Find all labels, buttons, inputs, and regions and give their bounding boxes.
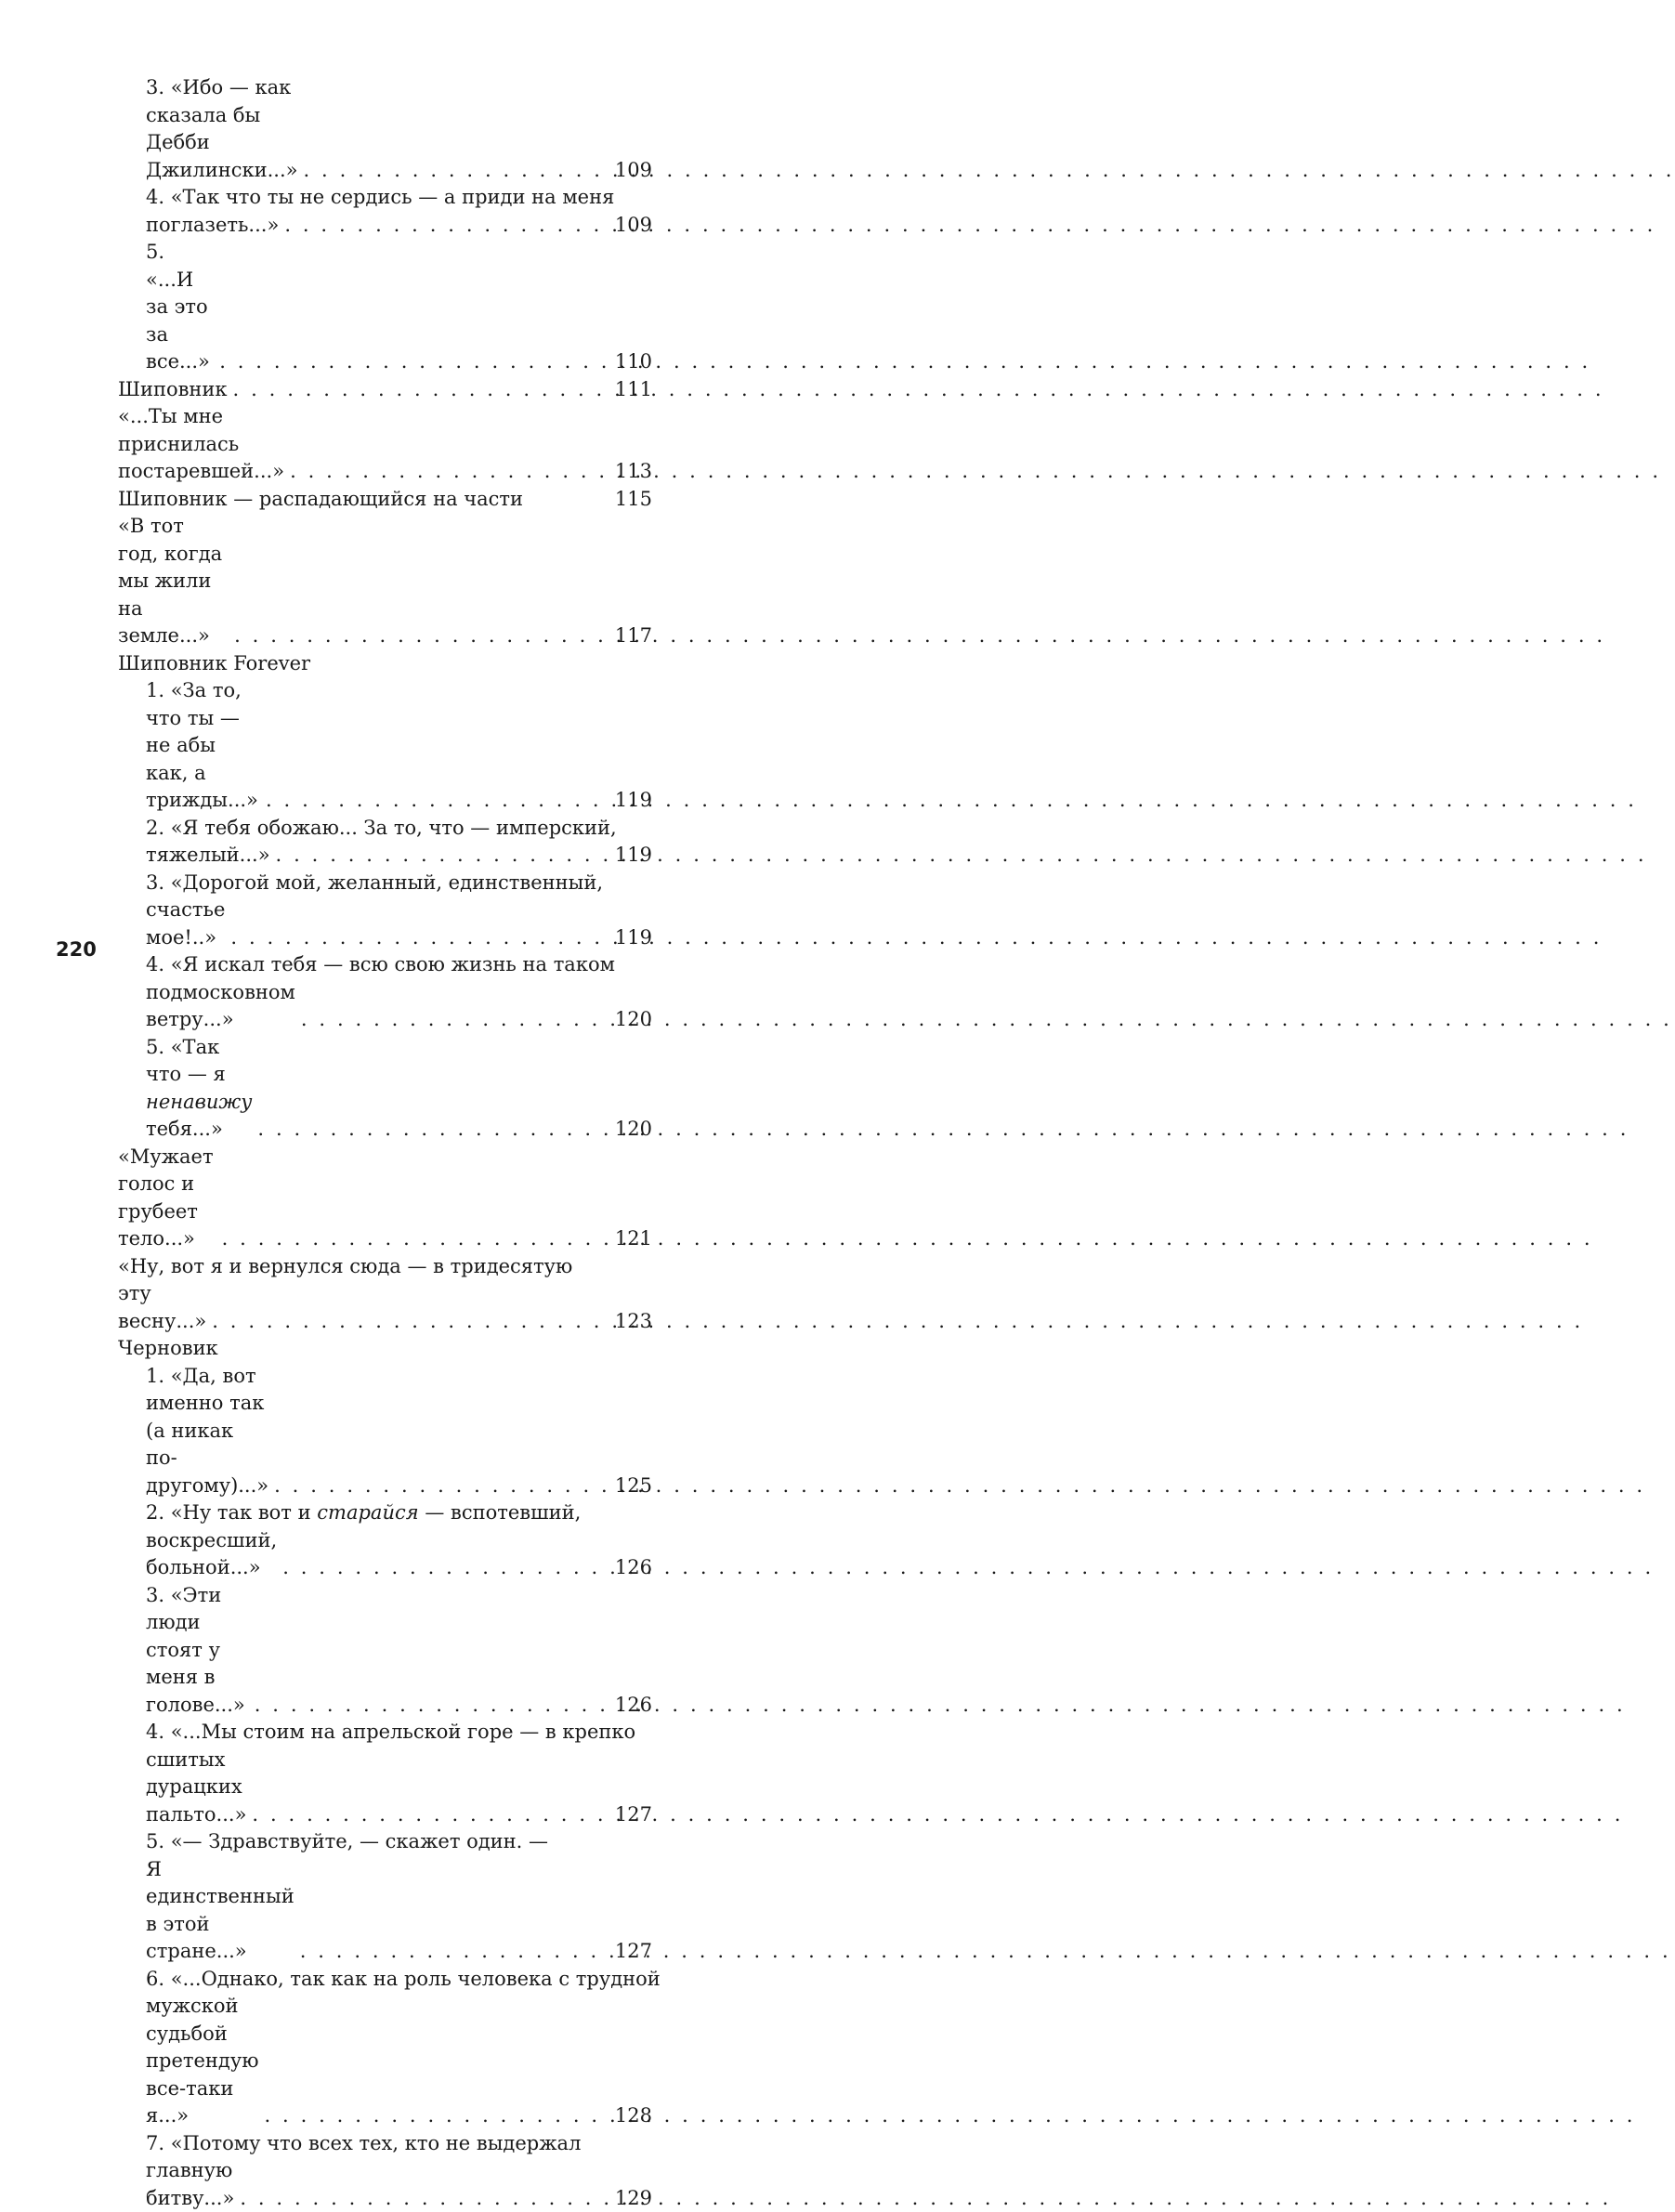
toc-entry[interactable] [118,1582,652,1720]
title-emphasis: ненавижу [146,1091,252,1113]
dot-leader [234,622,609,650]
toc-entry[interactable] [118,1034,652,1144]
toc-page-number: 113 [615,458,652,486]
toc-entry-title: «В тот год, когда мы жили на земле...» [118,513,229,650]
dot-leader [222,1225,609,1253]
toc-entry-title: мужской судьбой претендую все-таки я...» [146,1993,258,2130]
toc-entry-title: тяжелый...» [146,842,270,870]
title-part: 2. «Ну так вот и [146,1501,317,1524]
toc-entry[interactable] [118,1144,652,1253]
toc-entry[interactable] [118,212,652,240]
toc-section-heading[interactable]: Шиповник Forever [118,650,652,678]
toc-entry-title: Шиповник — распадающийся на части [118,486,523,514]
dot-leader [264,2102,608,2130]
toc-entry-line: 2. «Я тебя обожаю... За то, что — имперский, [118,815,652,843]
toc-entry-title: поглазеть...» [146,212,279,240]
toc-entry-title: «...Ты мне приснилась постаревшей...» [118,403,284,486]
toc-entry-title: воскресший, больной...» [146,1527,277,1582]
toc-entry[interactable] [118,376,652,404]
toc-entry[interactable] [118,1993,652,2130]
toc-entry-line: 6. «...Однако, так как на роль человека с трудной [118,1966,652,1994]
dot-leader [284,212,609,240]
toc-entry[interactable] [118,1747,652,1829]
toc-entry-title: Я единственный в этой стране...» [146,1856,294,1966]
toc-entry[interactable] [118,677,652,815]
dot-leader [219,348,609,376]
toc-entry-line: «Ну, вот я и вернулся сюда — в тридесятую [118,1253,652,1281]
dot-leader [233,376,609,404]
toc-entry[interactable] [118,2157,652,2212]
toc-page-number: 119 [615,842,652,870]
toc-entry-line [118,1499,652,1527]
toc-page-number: 128 [615,2102,652,2130]
dot-leader [212,1308,609,1336]
toc-page-number: 110 [615,348,652,376]
title-part: тебя...» [146,1118,223,1140]
toc-page-number: 127 [615,1801,652,1829]
toc-page-number: 111 [615,376,652,404]
toc-entry-line: 4. «Я искал тебя — всю свою жизнь на таком [118,951,652,979]
toc-entry-title: 1. «За то, что ты — не абы как, а трижды...» [146,677,260,815]
title-part: 5. «Так что — я [146,1036,226,1086]
toc-entry[interactable] [118,1363,652,1500]
toc-page-number: 117 [615,622,652,650]
toc-entry-title: 3. «Ибо — как сказала бы Дебби Джилински...» [146,74,297,184]
dot-leader [252,1801,608,1829]
toc-entry-title: подмосковном ветру...» [146,979,295,1034]
toc-entry[interactable] [118,1280,652,1335]
toc-page-number: 115 [615,486,652,514]
toc-entry-title: главную битву...» [146,2157,234,2212]
dot-leader [303,157,608,185]
toc-page-number: 109 [615,212,652,240]
dot-leader [300,1938,609,1966]
toc-entry-title: 5. «...И за это за все...» [146,239,214,376]
toc-entry[interactable] [118,486,652,514]
toc-entry-line: 3. «Дорогой мой, желанный, единственный, [118,870,652,897]
toc-entry-line: 5. «— Здравствуйте, — скажет один. — [118,1828,652,1856]
toc-entry[interactable] [118,979,652,1034]
toc-page-number: 125 [615,1472,652,1500]
title-part: — вспотевший, [419,1501,582,1524]
dot-leader [290,458,609,486]
dot-leader [255,1692,609,1720]
toc-entry-title: счастье мое!..» [146,897,225,951]
dot-leader [274,1472,609,1500]
dot-leader [230,924,609,952]
dot-leader [276,842,609,870]
toc-entry-title [146,1034,252,1144]
toc-entry-title: 3. «Эти люди стоят у меня в голове...» [146,1582,249,1720]
toc-entry-line: 4. «Так что ты не сердись — а приди на меня [118,184,652,212]
toc-entry[interactable] [118,239,652,376]
toc-entry-line: 4. «...Мы стоим на апрельской горе — в крепко [118,1719,652,1747]
toc-entry[interactable] [118,842,652,870]
toc-page-number: 129 [615,2185,652,2212]
dot-leader [301,1006,609,1034]
dot-leader [282,1554,609,1582]
title-emphasis: старайся [317,1501,418,1524]
toc-entry[interactable] [118,403,652,486]
toc-page-number: 120 [615,1006,652,1034]
toc-entry-title: эту весну...» [118,1280,206,1335]
toc-page-number: 119 [615,787,652,815]
toc-page-number: 126 [615,1554,652,1582]
toc-page-number: 126 [615,1692,652,1720]
toc-entry-title: Шиповник [118,376,228,404]
toc-entry[interactable] [118,513,652,650]
dot-leader [240,2185,609,2212]
dot-leader [266,787,609,815]
toc-page-number: 109 [615,157,652,185]
dot-leader [257,1116,608,1144]
toc-entry-line: 7. «Потому что всех тех, кто не выдержал [118,2130,652,2158]
toc-page-number: 121 [615,1225,652,1253]
toc-section-heading[interactable]: Черновик [118,1335,652,1363]
toc-entry[interactable] [118,1856,652,1966]
table-of-contents [118,74,652,2212]
toc-entry-title: сшитых дурацких пальто...» [146,1747,246,1829]
toc-page-number: 123 [615,1308,652,1336]
toc-page-number: 127 [615,1938,652,1966]
toc-entry-title: «Мужает голос и грубеет тело...» [118,1144,216,1253]
toc-entry[interactable] [118,74,652,184]
page-number: 220 [56,938,97,961]
toc-entry-title: 1. «Да, вот именно так (а никак по-другому)...» [146,1363,268,1500]
toc-entry[interactable] [118,897,652,951]
toc-page-number: 120 [615,1116,652,1144]
toc-page-number: 119 [615,924,652,952]
toc-entry[interactable] [118,1527,652,1582]
